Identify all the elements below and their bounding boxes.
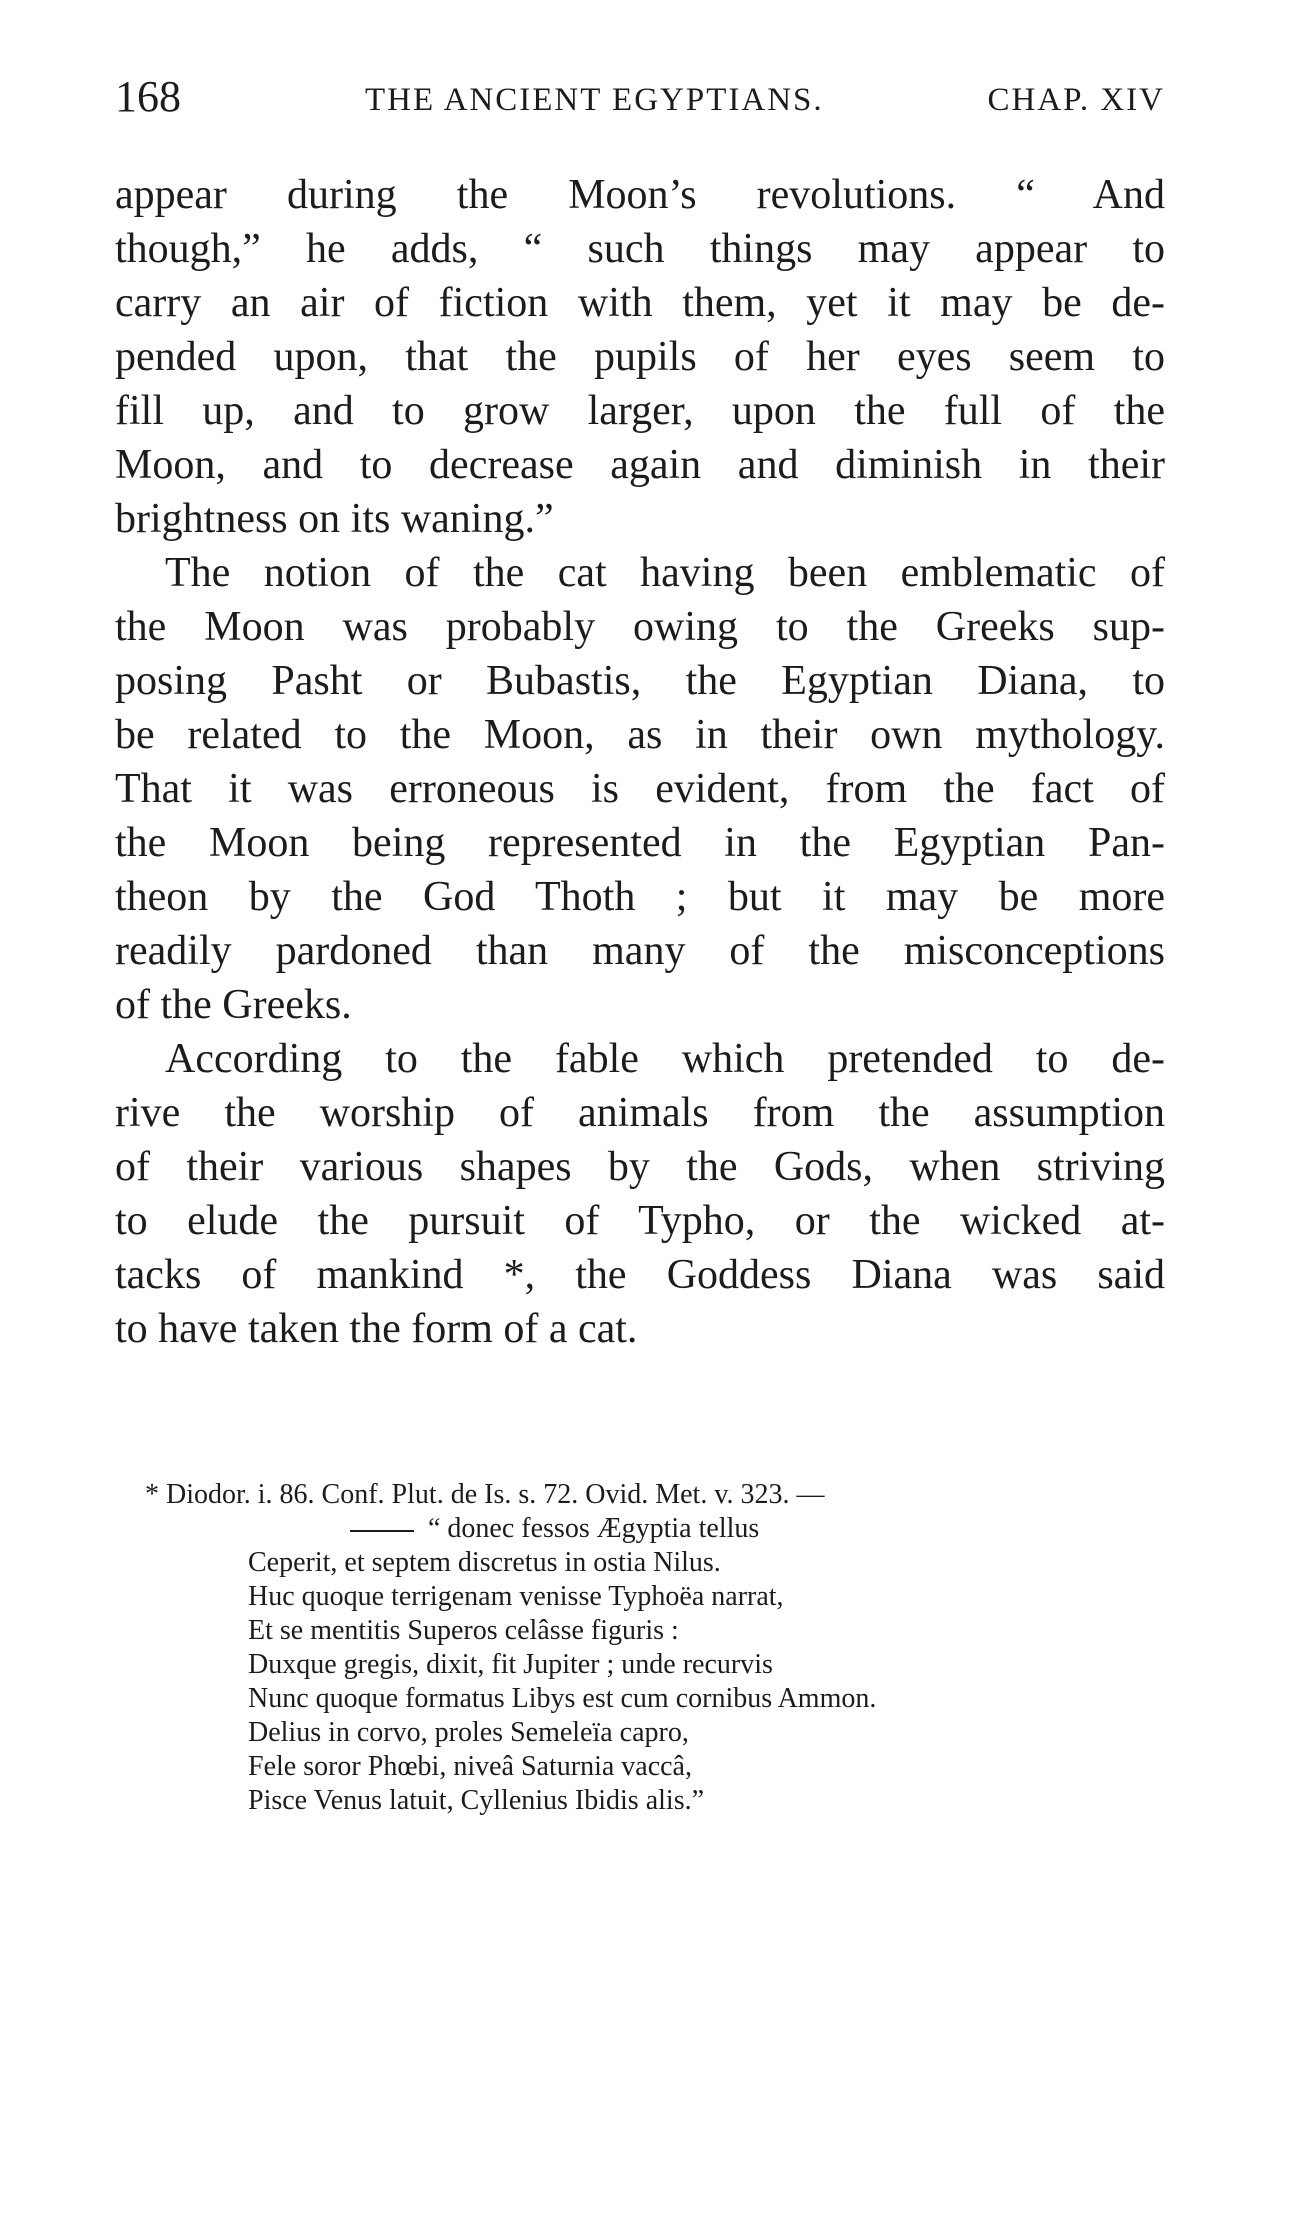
body-line: fill up, and to grow larger, upon the full of the — [115, 388, 1165, 434]
body-line: to elude the pursuit of Typho, or the wicked at- — [115, 1198, 1165, 1244]
body-line: of their various shapes by the Gods, when striving — [115, 1144, 1165, 1190]
body-line: The notion of the cat having been emblematic of — [165, 550, 1165, 596]
body-line: be related to the Moon, as in their own mythology. — [115, 712, 1165, 758]
body-line: though,” he adds, “ such things may appear to — [115, 226, 1165, 272]
footnote-verse-line: Pisce Venus latuit, Cyllenius Ibidis alis.” — [248, 1785, 705, 1816]
footnote-verse-line: Duxque gregis, dixit, fit Jupiter ; unde recurvis — [248, 1649, 773, 1680]
body-line: That it was erroneous is evident, from the fact of — [115, 766, 1165, 812]
body-line: of the Greeks. — [115, 982, 352, 1028]
body-line: Moon, and to decrease again and diminish in their — [115, 442, 1165, 488]
footnote-verse-line: Delius in corvo, proles Semeleïa capro, — [248, 1717, 689, 1748]
footnote-verse-line: Huc quoque terrigenam venisse Typhoëa narrat, — [248, 1581, 784, 1612]
body-line: carry an air of fiction with them, yet it may be de- — [115, 280, 1165, 326]
body-line: posing Pasht or Bubastis, the Egyptian Diana, to — [115, 658, 1165, 704]
running-head — [115, 72, 1165, 122]
body-line: the Moon being represented in the Egyptian Pan- — [115, 820, 1165, 866]
body-line: appear during the Moon’s revolutions. “ And — [115, 172, 1165, 218]
body-line: brightness on its waning.” — [115, 496, 554, 542]
footnote-verse-line: Fele soror Phœbi, niveâ Saturnia vaccâ, — [248, 1751, 692, 1782]
dash-rule — [350, 1530, 414, 1532]
body-line: readily pardoned than many of the misconceptions — [115, 928, 1165, 974]
body-line: theon by the God Thoth ; but it may be more — [115, 874, 1165, 920]
footnote-verse-line — [115, 1512, 1165, 1546]
running-title: THE ANCIENT EGYPTIANS. — [365, 82, 824, 118]
body-text — [115, 168, 1165, 1356]
footnote — [115, 1478, 1165, 1818]
body-line: to have taken the form of a cat. — [115, 1306, 638, 1352]
chapter-label: CHAP. XIV — [987, 82, 1165, 118]
footnote-citation: * Diodor. i. 86. Conf. Plut. de Is. s. 72. Ovid. Met. v. 323. — — [145, 1479, 825, 1510]
page-number: 168 — [115, 72, 181, 121]
footnote-verse-text: “ donec fessos Ægyptia tellus — [428, 1513, 760, 1544]
footnote-verse-line: Et se mentitis Superos celâsse figuris : — [248, 1615, 679, 1646]
body-line: rive the worship of animals from the assumption — [115, 1090, 1165, 1136]
footnote-verse-line: Nunc quoque formatus Libys est cum cornibus Ammon. — [248, 1683, 877, 1714]
body-line: pended upon, that the pupils of her eyes seem to — [115, 334, 1165, 380]
body-line: According to the fable which pretended to de- — [165, 1036, 1165, 1082]
footnote-verse-line: Ceperit, et septem discretus in ostia Nilus. — [248, 1547, 721, 1578]
body-line: the Moon was probably owing to the Greeks sup- — [115, 604, 1165, 650]
body-line: tacks of mankind *, the Goddess Diana was said — [115, 1252, 1165, 1298]
